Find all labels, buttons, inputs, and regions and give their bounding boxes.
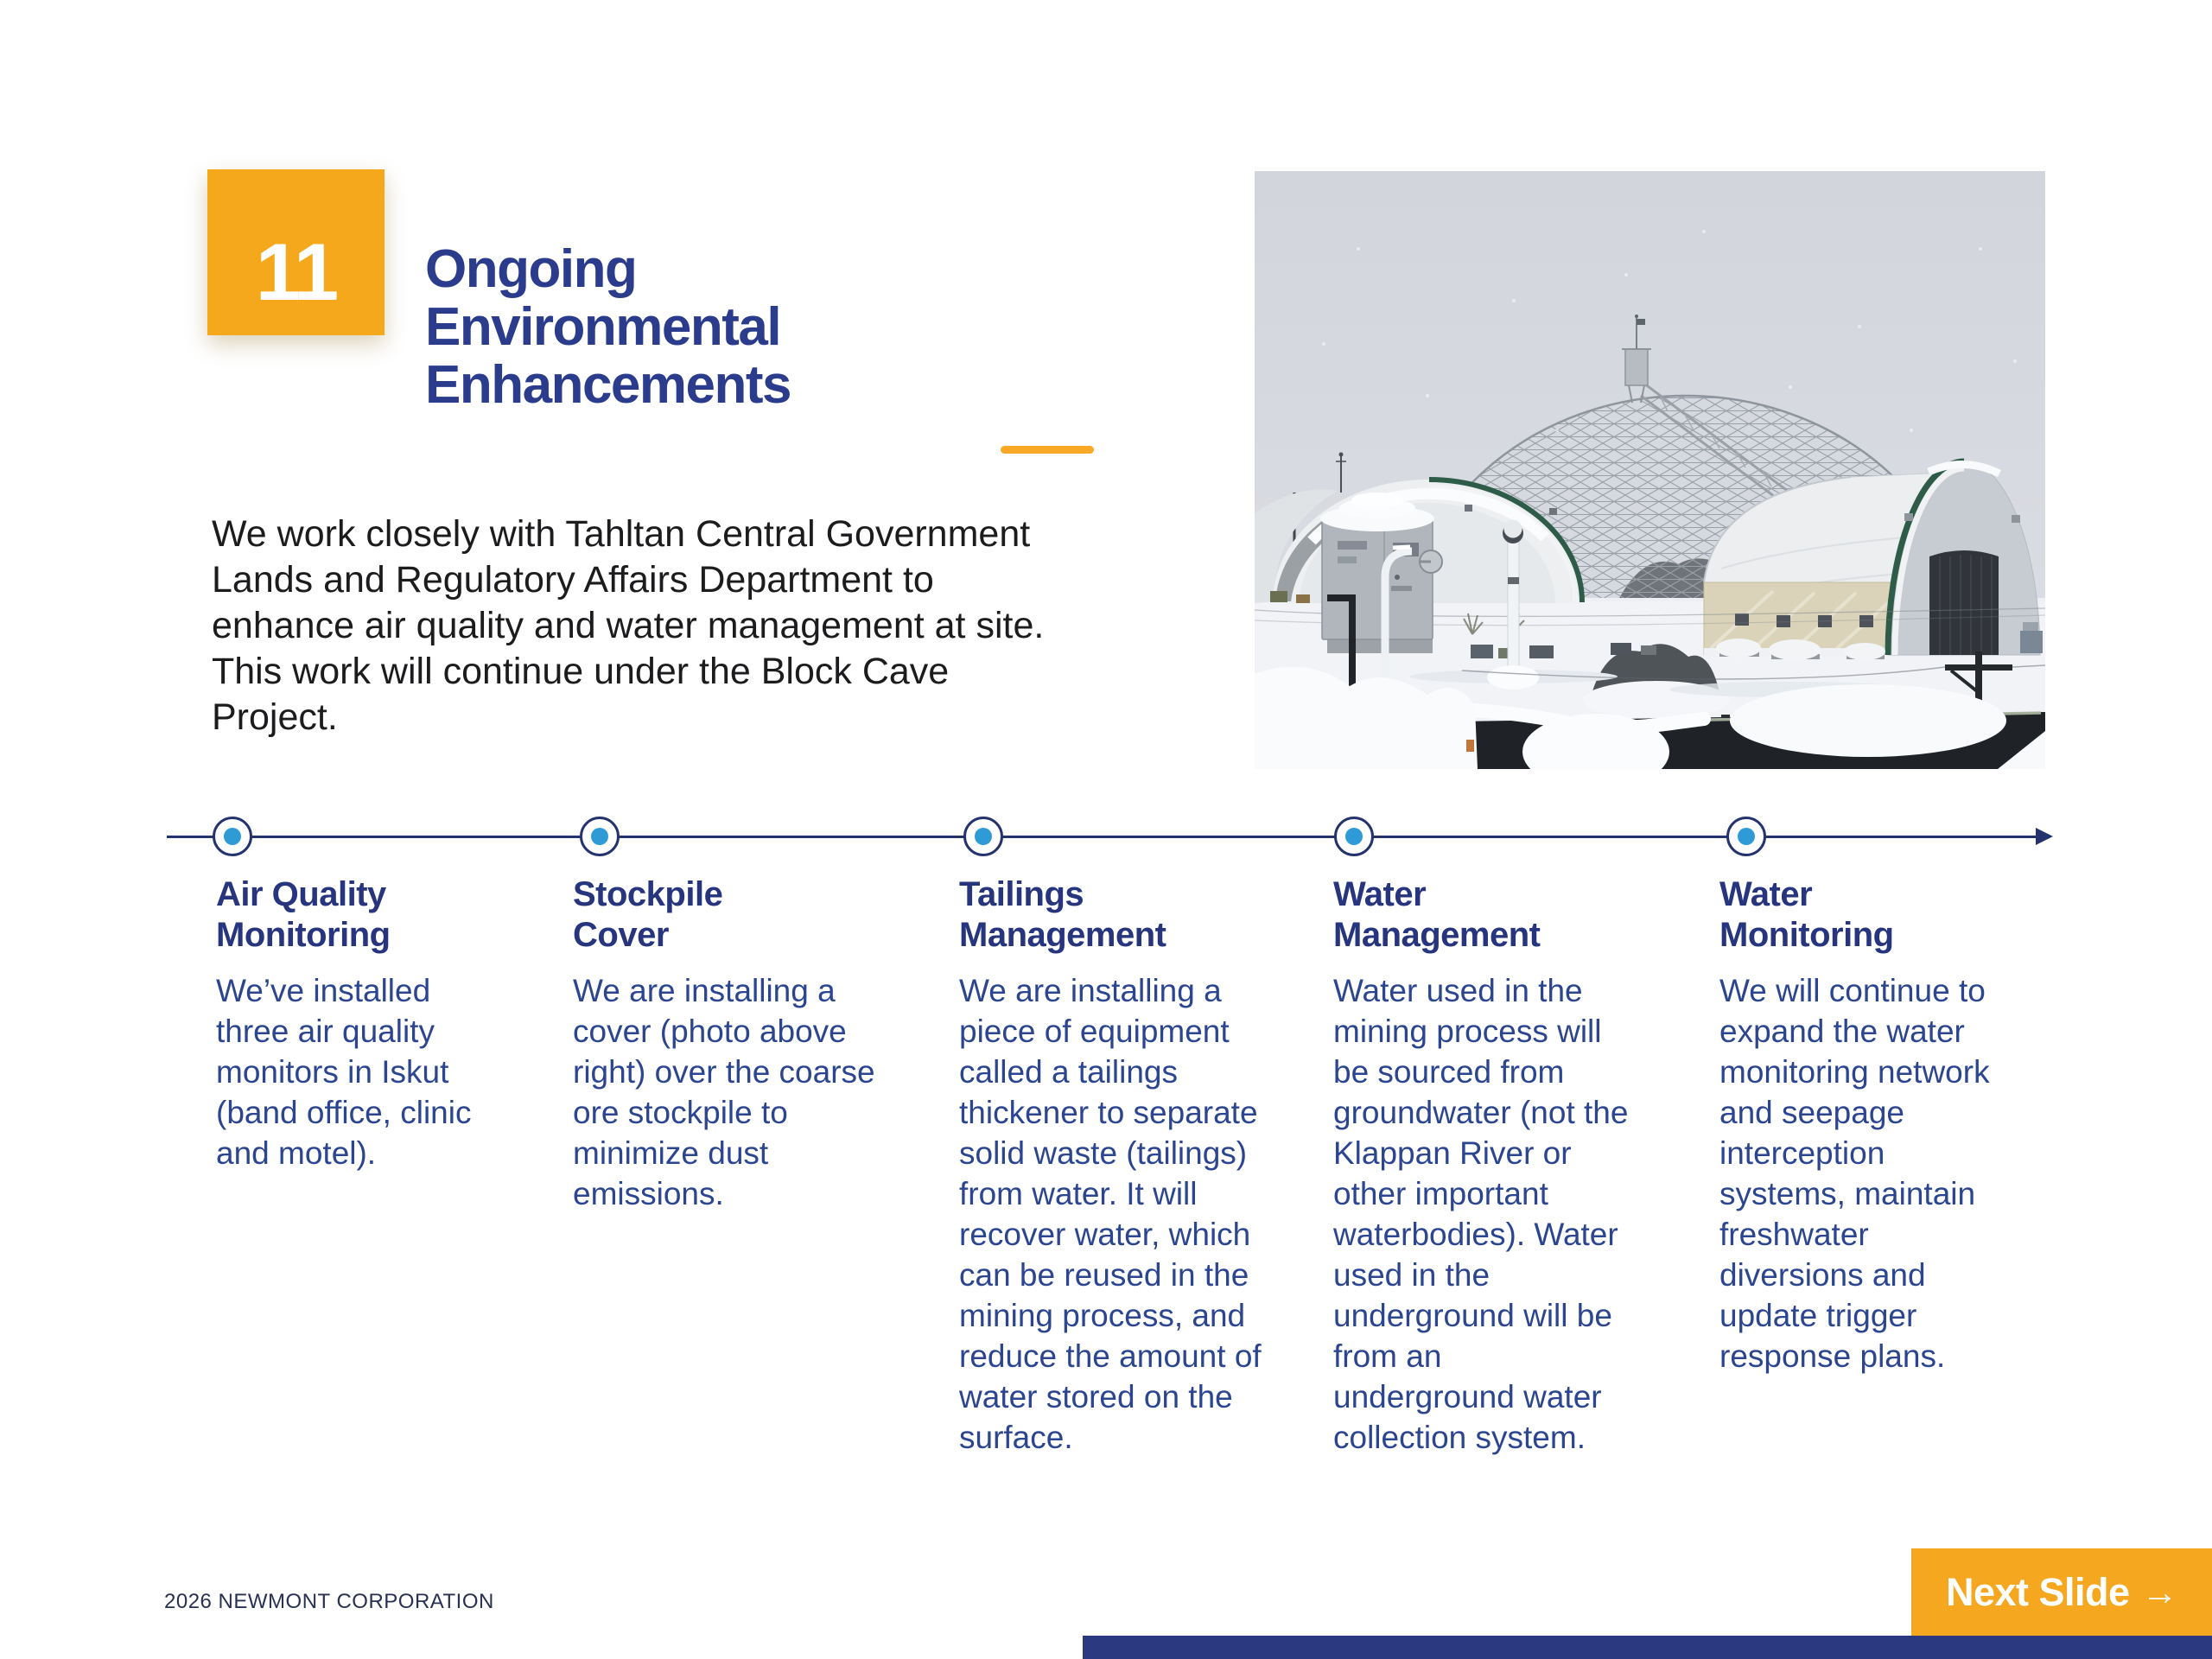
timeline-item-title-line: Management: [1333, 916, 1541, 954]
timeline-column-tailings-management: [959, 874, 1262, 1458]
timeline-item-body: We’ve installed three air quality monitors in Iskut (band office, clinic and motel).: [216, 973, 472, 1171]
page-title-line: Enhancements: [425, 355, 791, 415]
slide-number-square: [207, 169, 385, 335]
slide-number: 11: [255, 226, 337, 317]
timeline-column-water-management: [1333, 874, 1631, 1458]
timeline-item-title-line: Water: [1719, 875, 1813, 913]
timeline-dot: [580, 817, 620, 856]
timeline-item-title: [1719, 874, 2013, 956]
timeline-column-water-monitoring: [1719, 874, 2013, 1376]
bottom-accent-bar: [1083, 1636, 2212, 1659]
accent-dash: [1001, 446, 1094, 454]
footer-copyright: 2026 NEWMONT CORPORATION: [164, 1590, 494, 1613]
timeline-dot: [213, 817, 252, 856]
timeline-item-body: Water used in the mining process will be sourced from groundwater (not the Klappan River or other important waterbodies). Water used in the underground will be from an underground water collection system.: [1333, 973, 1629, 1455]
timeline-item-title: [1333, 874, 1631, 956]
timeline-item-body: We will continue to expand the water monitoring network and seepage interception systems, maintain freshwater diversions and update trigger response plans.: [1719, 973, 1990, 1374]
timeline-item-title-line: Tailings: [959, 875, 1084, 913]
timeline-dot: [1726, 817, 1766, 856]
timeline-dot-inner: [591, 828, 608, 845]
page-title: [425, 240, 791, 414]
timeline-item-title-line: Air Quality: [216, 875, 386, 913]
site-photo: [1255, 171, 2045, 769]
timeline-item-title: [216, 874, 505, 956]
site-photo-illustration: [1255, 171, 2045, 769]
next-slide-button[interactable]: [1911, 1548, 2212, 1636]
timeline-item-title-line: Management: [959, 916, 1166, 954]
timeline-dot-inner: [224, 828, 241, 845]
timeline-item-title-line: Cover: [573, 916, 669, 954]
timeline-column-stockpile-cover: [573, 874, 875, 1214]
next-slide-label: Next Slide: [1945, 1569, 2130, 1614]
page-title-line: Ongoing: [425, 239, 637, 299]
page-title-line: Environmental: [425, 297, 781, 357]
timeline-item-title: [573, 874, 875, 956]
timeline-item-title-line: Monitoring: [1719, 916, 1894, 954]
timeline-item-title-line: Water: [1333, 875, 1427, 913]
timeline-arrow-icon: [2036, 828, 2053, 845]
timeline-dot: [1334, 817, 1374, 856]
right-arrow-icon: →: [2141, 1571, 2178, 1612]
timeline-dot-inner: [1738, 828, 1755, 845]
timeline-item-body: We are installing a piece of equipment called a tailings thickener to separate solid waste (tailings) from water. It will recover water, which can be reused in the mining process, and reduce the amount of water stored on the surface.: [959, 973, 1262, 1455]
timeline-item-body: We are installing a cover (photo above right) over the coarse ore stockpile to minimize dust emissions.: [573, 973, 875, 1211]
timeline-dot-inner: [975, 828, 992, 845]
intro-paragraph: We work closely with Tahltan Central Government Lands and Regulatory Affairs Department to enhance air quality and water management at site. This work will continue under the Block Cave Project.: [212, 513, 1045, 738]
timeline-item-title-line: Monitoring: [216, 916, 391, 954]
timeline-item-title: [959, 874, 1262, 956]
timeline-dot: [963, 817, 1003, 856]
timeline-dot-inner: [1345, 828, 1363, 845]
timeline-item-title-line: Stockpile: [573, 875, 723, 913]
timeline-column-air-quality: [216, 874, 505, 1173]
